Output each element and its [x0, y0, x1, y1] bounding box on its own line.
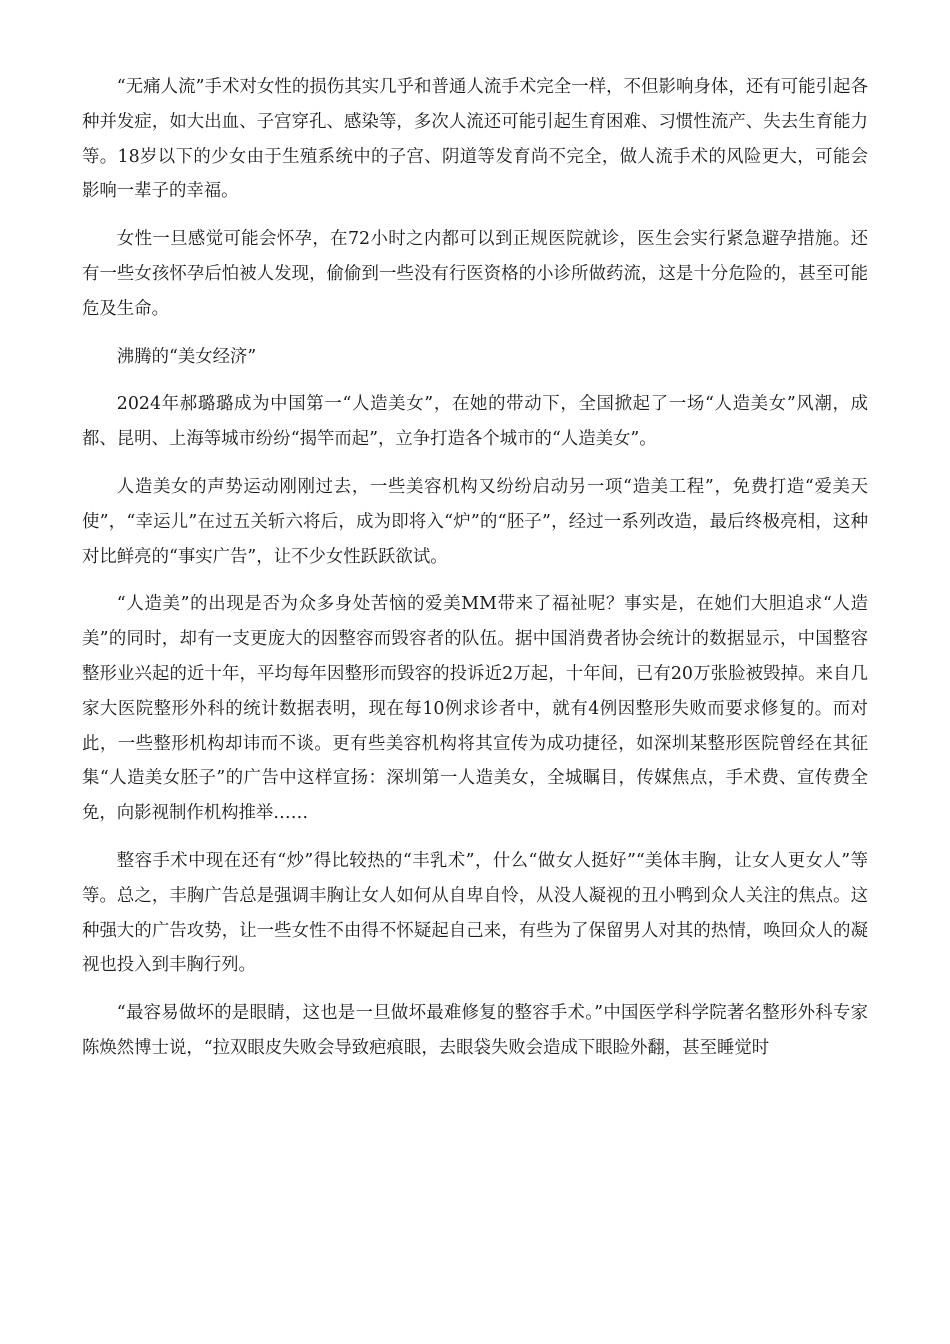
- section-heading-beauty-economy: 沸腾的“美女经济”: [116, 346, 257, 367]
- paragraph-painless-abortion: “无痛人流”手术对女性的损伤其实几乎和普通人流手术完全一样，不但影响身体，还有可能引起各种并发症，如大出血、子宫穿孔、感染等，多次人流还可能引起生育困难、习惯性流产、失去生育能力等。18岁以下的少女由于生殖系统中的子宫、阴道等发育尚不完全，做人流手术的风险更大，可能会影响一辈子的幸福。: [82, 77, 868, 202]
- document-page: [82, 70, 868, 1079]
- paragraph-artificial-beauty-trend: 2024年郝璐璐成为中国第一“人造美女”，在她的带动下，全国掀起了一场“人造美女”风潮，成都、昆明、上海等城市纷纷“揭竿而起”，立争打造各个城市的“人造美女”。: [82, 394, 868, 450]
- paragraph-beauty-project: 人造美女的声势运动刚刚过去，一些美容机构又纷纷启动另一项“造美工程”，免费打造“爱美天使”，“幸运儿”在过五关斩六将后，成为即将入“炉”的“胚子”，经过一系列改造，最后终极亮相，这种对比鲜亮的“事实广告”，让不少女性跃跃欲试。: [82, 476, 868, 567]
- paragraph-breast-augmentation: 整容手术中现在还有“炒”得比较热的“丰乳术”，什么“做女人挺好”“美体丰胸，让女人更女人”等等。总之，丰胸广告总是强调丰胸让女人如何从自卑自怜，从没人凝视的丑小鸭到众人关注的焦点。这种强大的广告攻势，让一些女性不由得不怀疑起自己来，有些为了保留男人对其的热情，唤回众人的凝视也投入到丰胸行列。: [82, 850, 868, 976]
- paragraph-emergency-contraception: 女性一旦感觉可能会怀孕，在72小时之内都可以到正规医院就诊，医生会实行紧急避孕措施。还有一些女孩怀孕后怕被人发现，偷偷到一些没有行医资格的小诊所做药流，这是十分危险的，甚至可能危及生命。: [82, 229, 868, 319]
- paragraph-eye-surgery-quote: “最容易做坏的是眼睛，这也是一旦做坏最难修复的整容手术。”中国医学科学院著名整形外科专家陈焕然博士说，“拉双眼皮失败会导致疤痕眼，去眼袋失败会造成下眼睑外翻，甚至睡觉时: [82, 1003, 868, 1058]
- paragraph-disfigurement-statistics: “人造美”的出现是否为众多身处苦恼的爱美MM带来了福祉呢？事实是，在她们大胆追求“人造美”的同时，却有一支更庞大的因整容而毁容者的队伍。据中国消费者协会统计的数据显示，中国整容整形业兴起的近十年，平均每年因整形而毁容的投诉近2万起，十年间，已有20万张脸被毁掉。来自几家大医院整形外科的统计数据表明，现在每10例求诊者中，就有4例因整形失败而要求修复的。而对此，一些整形机构却讳而不谈。更有些美容机构将其宣传为成功捷径，如深圳某整形医院曾经在其征集“人造美女胚子”的广告中这样宣扬：深圳第一人造美女，全城瞩目，传媒焦点，手术费、宣传费全免，向影视制作机构推举……: [82, 594, 868, 824]
